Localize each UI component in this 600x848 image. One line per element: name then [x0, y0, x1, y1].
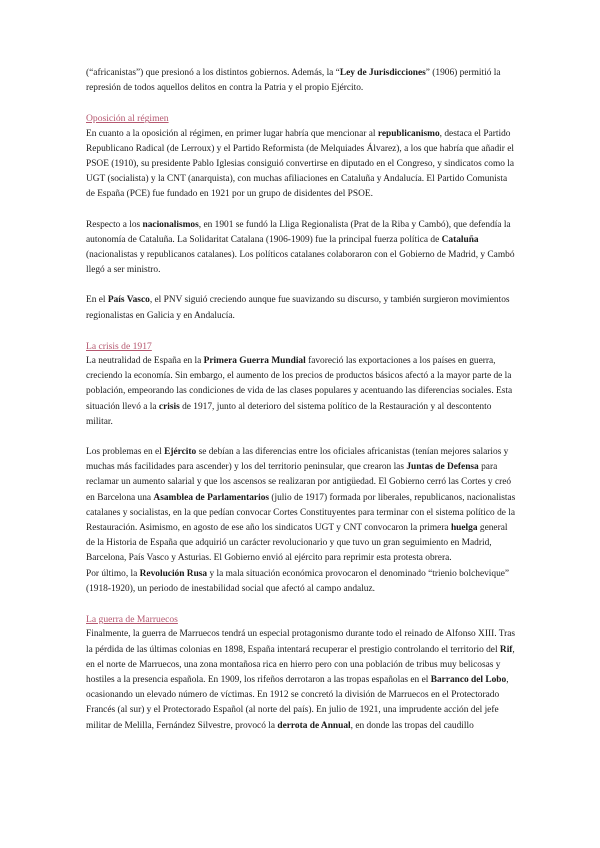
text-run: para reclamar un aumento salarial y que los ascensos se realizaran por antigüedad. El Gobierno cerró las Cortes y creó en Barcelona una: [86, 462, 512, 503]
section-spacer: [86, 324, 518, 339]
text-run: general de la Historia de España que adquirió un carácter revolucionario y que tuvo un gran seguimiento en Madrid, Barcelona, País Vasco y Asturias. El Gobierno envió al ejército para reprimir esta protesta obrera.: [86, 523, 508, 564]
text-run: En el: [86, 295, 108, 306]
text-run: La neutralidad de España en la: [86, 356, 204, 367]
text-run: de 1917, junto al deterioro del sistema político de la Restauración y al descontento militar.: [86, 401, 492, 427]
body-paragraph: [86, 627, 518, 733]
text-run: favoreció las exportaciones a los países en guerra, creciendo la economía. Sin embargo, el aumento de los precios de productos básicos afectó a la mayor parte de la población, empeorando las condiciones de vida de las clases populares y acentuando las diferencias sociales. Esta situación llevó a la: [86, 356, 513, 412]
text-run: Los problemas en el: [86, 447, 165, 458]
text-run: se debían a las diferencias entre los oficiales africanistas (tenían mejores salarios y muchas más facilidades para ascender) y los del territorio peninsular, que crearon las: [86, 447, 509, 473]
bold-term: País Vasco: [107, 295, 150, 306]
body-paragraph: [86, 445, 518, 597]
section-heading: La guerra de Marruecos: [86, 614, 178, 626]
paragraph-spacer: [86, 430, 518, 445]
text-run: ” (1906) permitió la represión de todos aquellos delitos en contra la Patria y el propio Ejército.: [86, 68, 501, 94]
section-heading: La crisis de 1917: [86, 340, 152, 352]
text-run: , destaca el Partido Republicano Radical (de Lerroux) y el Partido Reformista (de Melquiades Álvarez), a los que habría que añadir el PSOE (1910), su presidente Pablo Iglesias consiguió convertirse en diputado en el Congreso, y sindicatos como la UGT (socialista) y la CNT (anarquista), con muchas afiliaciones en Cataluña y Andalucía. El Partido Comunista de España (PCE) fue fundado en 1921 por un grupo de disidentes del PSOE.: [86, 128, 515, 200]
bold-term: nacionalismos: [142, 219, 199, 230]
text-run: , en el norte de Marruecos, una zona montañosa rica en hierro pero con una población de tribus muy belicosas y hostiles a la presencia española. En 1909, los rifeños derrotaron a las tropas españolas en el: [86, 644, 515, 685]
bold-term: Ley de Jurisdicciones: [339, 68, 426, 78]
bold-term: Barranco del Lobo: [430, 674, 507, 685]
body-paragraph: [86, 293, 518, 323]
paragraph-spacer: [86, 278, 518, 293]
section-heading: Oposición al régimen: [86, 113, 169, 125]
text-run: (nacionalistas y republicanos catalanes). Los políticos catalanes colaboraron con el Gobierno de Madrid, y Cambó llegó a ser ministro.: [86, 250, 515, 276]
bold-term: republicanismo: [377, 128, 440, 139]
bold-term: Cataluña: [441, 234, 479, 245]
text-run: (julio de 1917) formada por liberales, republicanos, nacionalistas catalanes y socialistas, en la que pedían convocar Cortes Constituyentes para terminar con el sistema político de la Restauración. Asimismo, en agosto de ese año los sindicatos UGT y CNT convocaron la primera: [86, 492, 516, 534]
bold-term: crisis: [158, 401, 180, 412]
text-run: Por último, la: [86, 568, 140, 579]
bold-term: Primera Guerra Mundial: [203, 356, 306, 367]
bold-term: huelga: [450, 523, 478, 534]
text-run: , en donde las tropas del caudillo: [350, 720, 474, 731]
text-run: Respecto a los: [86, 219, 143, 230]
text-run: (“africanistas”) que presionó a los distintos gobiernos. Además, la “: [86, 68, 340, 78]
bold-term: Ejército: [164, 447, 197, 458]
text-run: , el PNV siguió creciendo aunque fue suavizando su discurso, y también surgieron movimientos regionalistas en Galicia y en Andalucía.: [86, 295, 510, 321]
bold-term: derrota de Annual: [277, 720, 351, 731]
bold-term: Juntas de Defensa: [406, 462, 479, 473]
section-spacer: [86, 597, 518, 612]
text-run: , ocasionando un elevado número de víctimas. En 1912 se concretó la división de Marruecos en el Protectorado Francés (al sur) y el Protectorado Español (al norte del país). En julio de 1921, una imprudente acción del jefe militar de Melilla, Fernández Silvestre, provocó la: [86, 674, 509, 731]
text-run: En cuanto a la oposición al régimen, en primer lugar habría que mencionar al: [86, 128, 378, 139]
paragraph-spacer: [86, 203, 518, 218]
text-run: Finalmente, la guerra de Marruecos tendrá un especial protagonismo durante todo el reinado de Alfonso XIII. Tras la pérdida de las últimas colonias en 1898, España intentará recuperar el prestigio controlando el territorio del: [86, 629, 516, 655]
bold-term: Asamblea de Parlamentarios: [153, 492, 270, 503]
body-paragraph: [86, 127, 518, 203]
text-run: y la mala situación económica provocaron el denominado “trienio bolchevique” (1918-1920), un periodo de inestabilidad social que afectó al campo andaluz.: [86, 568, 510, 594]
body-paragraph: [86, 354, 518, 430]
text-run: , en 1901 se fundó la Lliga Regionalista (Prat de la Riba y Cambó), que defendía la autonomía de Cataluña. La Solidaritat Catalana (1906-1909) fue la principal fuerza política de: [86, 219, 511, 245]
body-paragraph: [86, 66, 518, 96]
body-paragraph: [86, 218, 518, 279]
document-body: [86, 66, 518, 734]
bold-term: Rif: [499, 644, 513, 655]
bold-term: Revolución Rusa: [139, 568, 208, 579]
section-spacer: [86, 96, 518, 111]
